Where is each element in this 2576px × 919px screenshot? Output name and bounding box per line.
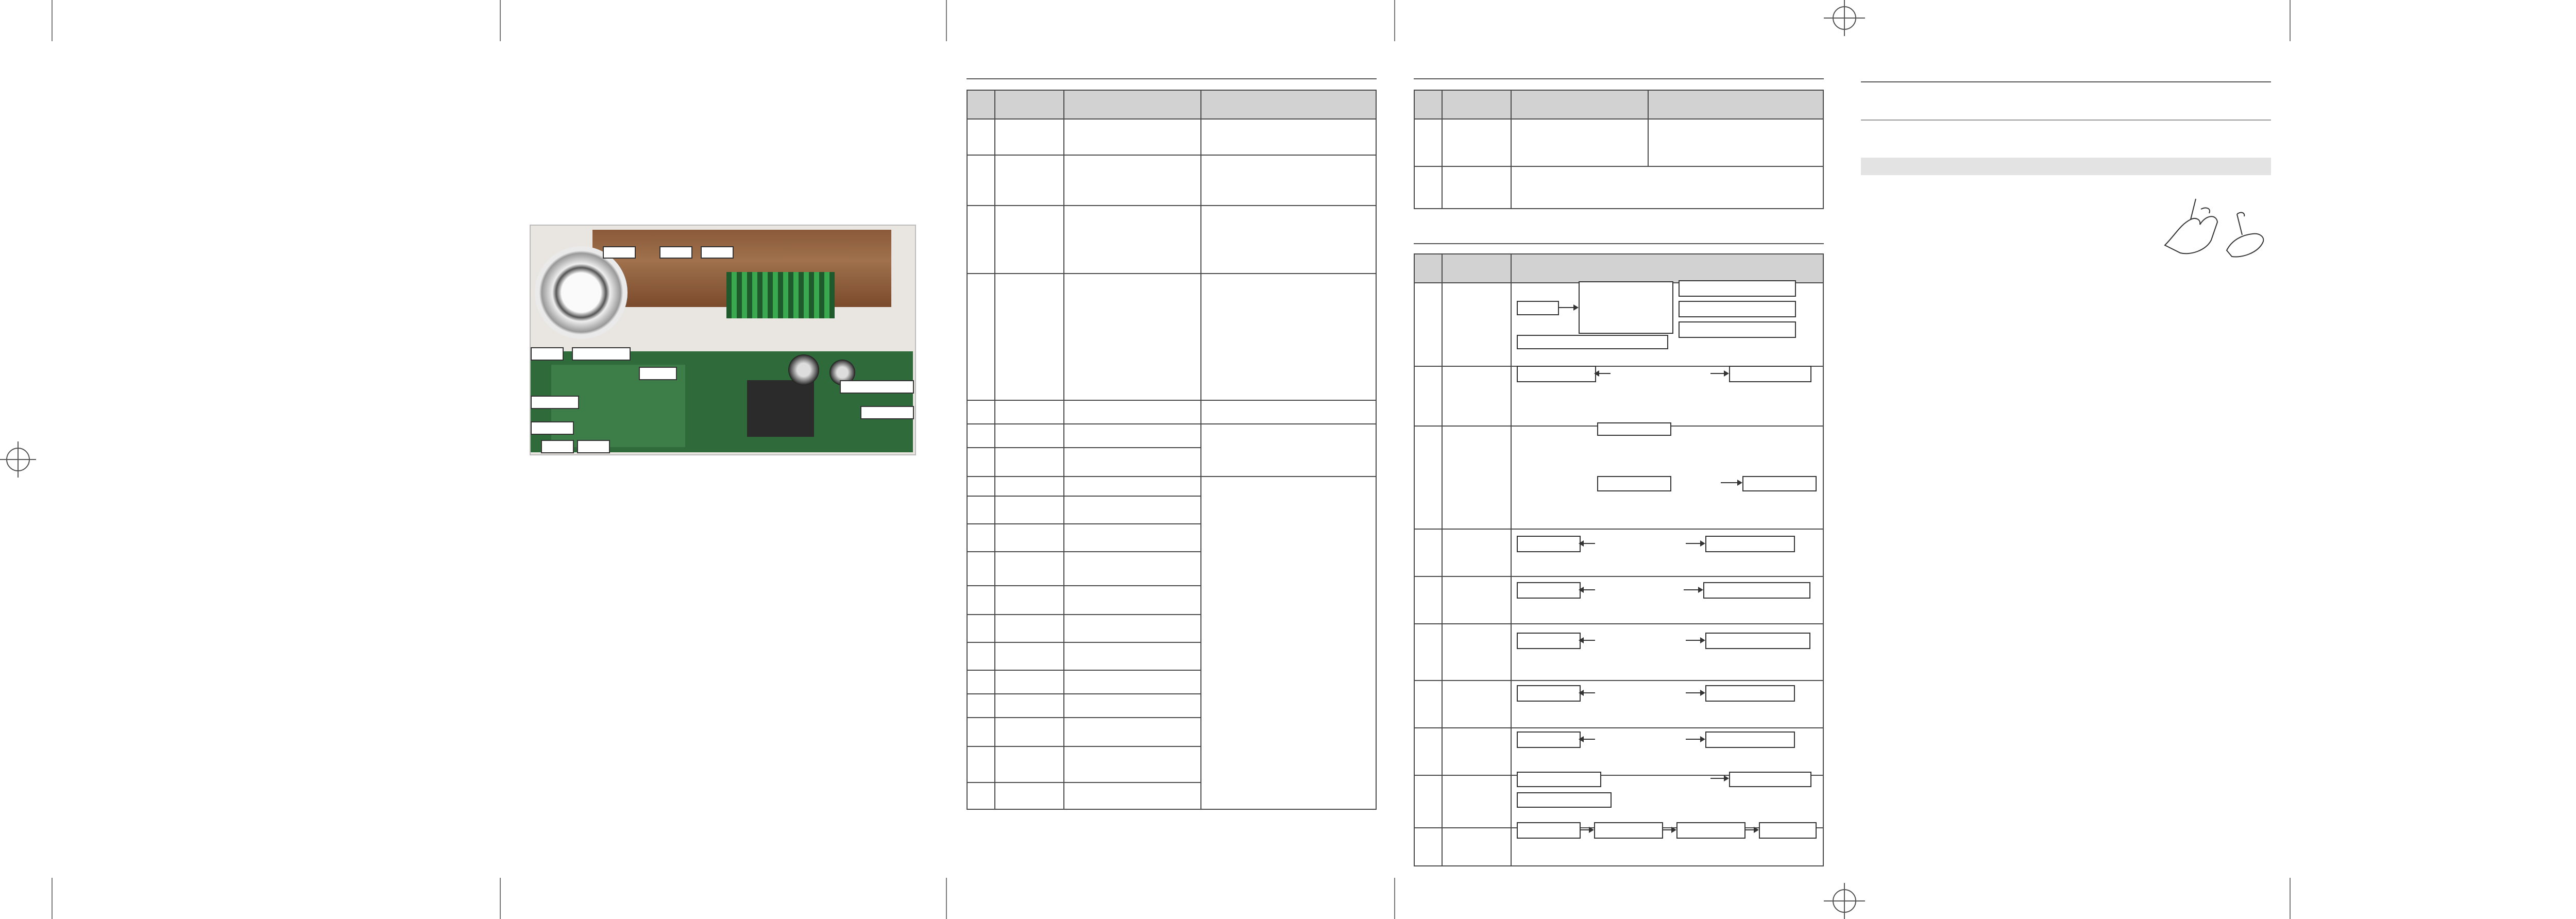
flow-arrow xyxy=(1710,373,1728,374)
flow-arrow xyxy=(1744,829,1758,830)
flow-box xyxy=(1705,685,1795,702)
crop-mark-icon xyxy=(946,0,947,41)
callout-label xyxy=(860,406,914,419)
flow-arrow xyxy=(1580,543,1595,544)
table-row xyxy=(967,274,1376,400)
callout-label xyxy=(701,246,734,259)
table-header-row xyxy=(1414,254,1823,283)
capacitor xyxy=(788,354,819,385)
registration-mark-icon xyxy=(1824,883,1865,919)
crop-mark-icon xyxy=(1394,0,1395,41)
flow-box xyxy=(1517,685,1581,702)
table-header-row xyxy=(967,90,1376,119)
flow-box xyxy=(1517,301,1559,315)
flow-box xyxy=(1597,422,1671,436)
flow-box xyxy=(1517,335,1668,349)
flow-box xyxy=(1517,633,1581,649)
error-table xyxy=(1414,90,1824,209)
flow-box xyxy=(1579,281,1673,334)
table-row xyxy=(967,424,1376,448)
table-row xyxy=(967,206,1376,274)
flow-box xyxy=(1517,822,1581,839)
flow-box xyxy=(1517,731,1581,748)
flow-arrow xyxy=(1686,640,1704,641)
crop-mark-icon xyxy=(52,0,53,41)
crop-mark-icon xyxy=(946,878,947,919)
flow-box xyxy=(1594,822,1663,839)
crop-mark-icon xyxy=(2290,0,2291,41)
flow-arrow xyxy=(1684,589,1702,590)
hand-holding-probe-icon xyxy=(2160,194,2273,266)
page-rule xyxy=(1861,120,2271,121)
flow-box xyxy=(1517,536,1581,552)
flow-box xyxy=(1517,772,1601,787)
flow-box xyxy=(1703,582,1810,599)
flow-box xyxy=(1742,476,1817,491)
flow-box xyxy=(1729,366,1811,382)
flow-arrow xyxy=(1580,739,1595,740)
flow-box xyxy=(1517,792,1612,808)
flow-arrow xyxy=(1558,307,1578,308)
table-row xyxy=(1414,119,1823,166)
callout-label xyxy=(603,246,636,259)
flow-box xyxy=(1759,822,1817,839)
flow-box xyxy=(1679,301,1796,317)
page-rule xyxy=(1414,78,1824,79)
flow-arrow xyxy=(1721,482,1741,483)
page-rule xyxy=(1414,243,1824,244)
parts-table xyxy=(967,90,1377,810)
flow-arrow xyxy=(1580,692,1595,693)
table-row xyxy=(967,155,1376,206)
dial-knob xyxy=(535,246,628,339)
callout-label xyxy=(531,396,579,409)
flow-arrow xyxy=(1710,778,1728,779)
table-header-row xyxy=(1414,90,1823,119)
flow-arrow xyxy=(1686,692,1704,693)
callout-label xyxy=(572,347,631,361)
flow-arrow xyxy=(1580,589,1595,590)
callout-label xyxy=(577,440,610,453)
flow-box xyxy=(1679,321,1796,338)
crop-mark-icon xyxy=(500,878,501,919)
callout-label xyxy=(840,380,914,394)
flow-arrow xyxy=(1686,739,1704,740)
callout-label xyxy=(639,367,677,380)
flow-arrow xyxy=(1580,640,1595,641)
flow-box xyxy=(1705,731,1795,748)
flow-box xyxy=(1705,633,1810,649)
flow-box xyxy=(1679,280,1796,297)
crop-mark-icon xyxy=(2290,878,2291,919)
flow-arrow xyxy=(1580,829,1593,830)
control-board-photo xyxy=(530,225,916,455)
callout-label xyxy=(531,421,574,435)
callout-label xyxy=(531,347,564,361)
flow-box xyxy=(1705,536,1795,552)
page-rule xyxy=(1861,81,2271,82)
registration-mark-icon xyxy=(0,439,36,480)
section-shaded-bar xyxy=(1861,158,2271,175)
flow-box xyxy=(1597,476,1671,491)
heatsink xyxy=(747,380,814,437)
callout-label xyxy=(659,246,692,259)
table-row xyxy=(967,119,1376,155)
flow-box xyxy=(1676,822,1745,839)
flow-box xyxy=(1729,772,1811,787)
table-row xyxy=(1414,166,1823,209)
callout-label xyxy=(541,440,574,453)
registration-mark-icon xyxy=(1824,0,1865,36)
flow-arrow xyxy=(1686,543,1704,544)
crop-mark-icon xyxy=(1394,878,1395,919)
flow-box xyxy=(1517,366,1596,382)
display-segments xyxy=(726,272,835,318)
crop-mark-icon xyxy=(52,878,53,919)
crop-mark-icon xyxy=(500,0,501,41)
flow-arrow xyxy=(1595,373,1611,374)
table-row xyxy=(967,476,1376,496)
page-rule xyxy=(967,78,1377,79)
flow-arrow xyxy=(1662,829,1675,830)
table-row xyxy=(967,400,1376,424)
flow-box xyxy=(1517,582,1581,599)
